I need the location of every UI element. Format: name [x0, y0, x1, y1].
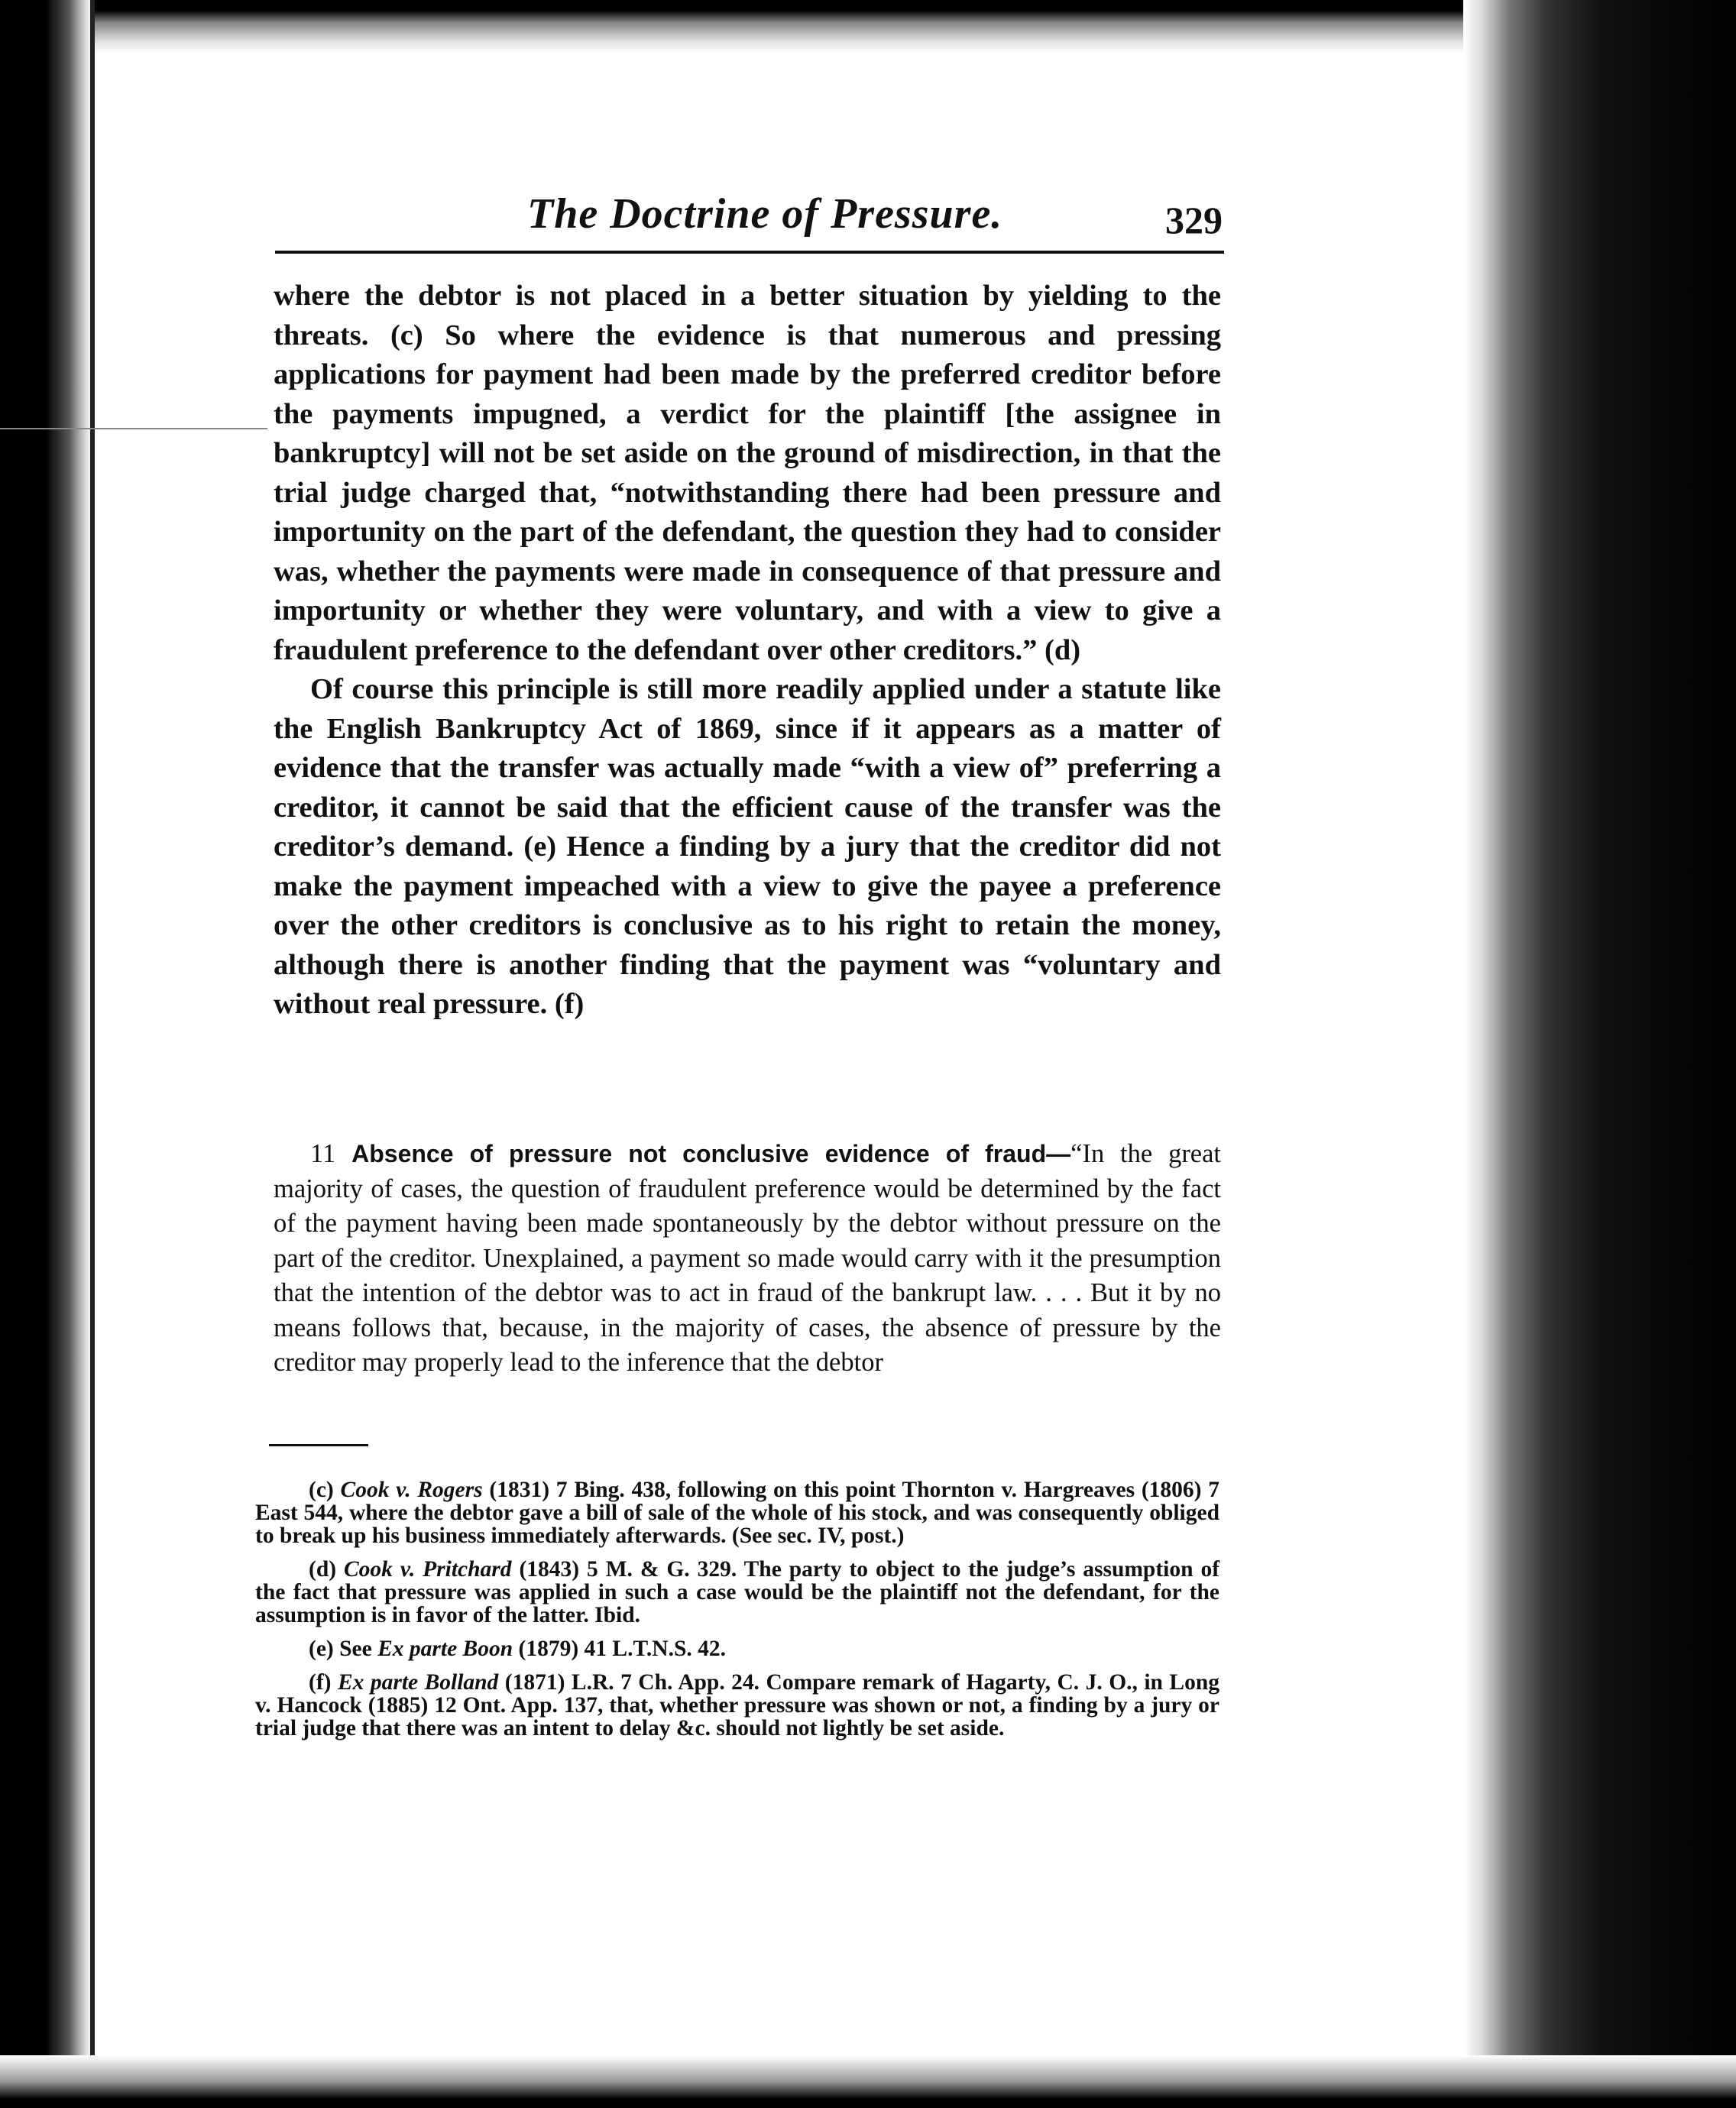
body-text: [274, 277, 1221, 1025]
paragraph: Of course this principle is still more readily applied under a statute like the English Bankruptcy Act of 1869, since if it appears as a matter of evidence that the transfer was actually made “with a view of” preferring a creditor, it cannot be said that the efficient cause of the transfer was the creditor’s demand. (e) Hence a finding by a jury that the creditor did not make the payment impeached with a view to give the payee a preference over the other creditors is conclusive as to his right to retain the money, although there is another finding that the payment was “voluntary and without real pressure. (f): [274, 673, 1221, 1020]
footnote-text: (1831) 7 Bing. 438, following on this point Thornton v. Hargreaves (1806) 7 East 544, where the debtor gave a bill of sale of the whole of his stock, and was consequently obliged to break up his business immediately afterwards. (See sec. IV, post.): [255, 1478, 1220, 1548]
footnote-f: [255, 1671, 1219, 1740]
footnote-mark: (c): [309, 1478, 334, 1502]
footnote-case-name: Cook v. Rogers: [340, 1478, 483, 1502]
footnote-text: (1843) 5 M. & G. 329. The party to object to the judge’s assumption of the fact that pressure was applied in such a case would be the plaintiff not the defendant, for the assumption is in favor of the latter. Ibid.: [255, 1557, 1220, 1627]
footnote-c: [255, 1478, 1219, 1547]
footnote-d: [255, 1558, 1219, 1627]
footnotes: [255, 1478, 1219, 1750]
scan-gutter-line: [90, 0, 95, 2108]
scan-bottom-edge: [0, 2055, 1736, 2108]
page-number: 329: [1165, 199, 1223, 241]
footnote-case-name: Ex parte Bolland: [337, 1670, 499, 1695]
footnote-see: See: [339, 1637, 372, 1661]
footnote-case-name: Ex parte Boon: [377, 1637, 513, 1661]
footnote-mark: (e): [309, 1637, 334, 1661]
footnote-text: (1879) 41 L.T.N.S. 42.: [518, 1637, 727, 1661]
running-title: The Doctrine of Pressure.: [527, 190, 1003, 238]
scan-right-edge: [1463, 0, 1736, 2108]
footnote-mark: (d): [309, 1557, 337, 1582]
scan-stray-line: [0, 428, 267, 429]
header-rule: [275, 251, 1224, 254]
section-text: “In the great majority of cases, the question of fraudulent preference would be determined by the fact of the payment having been made spontaneously by the debtor without pressure on the part of the creditor. Unexplained, a payment so made would carry with it the presumption that the intention of the debtor was to act in fraud of the bankrupt law. . . . But it by no means follows that, because, in the majority of cases, the absence of pressure by the creditor may properly lead to the inference that the debtor: [274, 1139, 1222, 1377]
section-11: [274, 1137, 1221, 1381]
section-number: 11: [310, 1139, 336, 1168]
footnote-mark: (f): [309, 1670, 332, 1695]
section-paragraph: [274, 1137, 1221, 1381]
footnote-case-name: Cook v. Pritchard: [344, 1557, 512, 1582]
footnote-e: [255, 1637, 1219, 1660]
footnote-text: (1871) L.R. 7 Ch. App. 24. Compare remark of Hagarty, C. J. O., in Long v. Hancock (1885) 12 Ont. App. 137, that, whether pressure was shown or not, a finding by a jury or trial judge that there was an intent to delay &c. should not lightly be set aside.: [255, 1670, 1220, 1740]
scan-left-edge: [0, 0, 92, 2108]
running-head: [275, 183, 1223, 244]
footnote-rule: [269, 1444, 368, 1446]
paragraph: where the debtor is not placed in a better situation by yielding to the threats. (c) So where the evidence is that numerous and pressing applications for payment had been made by the preferred creditor before the payments impugned, a verdict for the plaintiff [the assignee in bankruptcy] will not be set aside on the ground of misdirection, in that the trial judge charged that, “notwithstanding there had been pressure and importunity on the part of the defendant, the question they had to consider was, whether the payments were made in consequence of that pressure and importunity or whether they were voluntary, and with a view to give a fraudulent preference to the defendant over other creditors.” (d): [274, 280, 1221, 666]
section-heading: Absence of pressure not conclusive evidence of fraud—: [351, 1140, 1071, 1167]
